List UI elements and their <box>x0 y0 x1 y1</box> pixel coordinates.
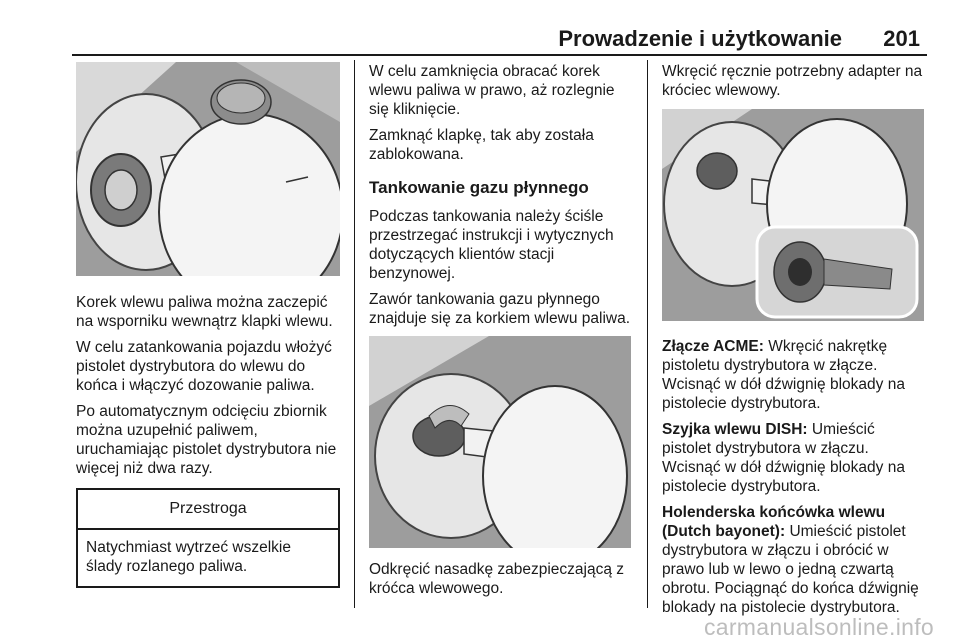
acme-label: Złącze ACME: <box>662 338 764 355</box>
adapter-illustration <box>662 109 924 321</box>
column-1 <box>76 62 340 588</box>
paragraph: Podczas tankowania należy ściśle przestrzegać instrukcji i wytycznych dotyczących klientów stacji benzynowej. <box>369 208 614 282</box>
warning-title: Przestroga <box>78 490 338 530</box>
header-rule <box>72 54 927 56</box>
fuel-cap-photo <box>76 62 340 276</box>
paragraph: Zawór tankowania gazu płynnego znajduje się za korkiem wlewu paliwa. <box>369 291 631 327</box>
watermark: carmanualsonline.info <box>703 614 934 640</box>
paragraph-dutch <box>662 503 928 617</box>
column-3 <box>662 62 928 624</box>
adapter-photo <box>662 109 924 321</box>
paragraph: Wkręcić ręcznie potrzebny adapter na króciec wlewowy. <box>662 63 923 99</box>
column-divider-2 <box>647 60 648 608</box>
fuel-cap-illustration <box>76 62 340 276</box>
page-header <box>0 0 960 58</box>
paragraph: Odkręcić nasadkę zabezpieczającą z króćca wlewowego. <box>369 561 625 597</box>
dish-text: Umieścić pistolet dystrybutora w złączu. Wcisnąć w dół dźwignię blokady na pistolecie dystrybutora. <box>662 421 905 495</box>
paragraph: Korek wlewu paliwa można zaczepić na wsporniku wewnątrz klapki wlewu. <box>76 294 333 330</box>
page-number: 201 <box>883 26 920 51</box>
paragraph-acme <box>662 337 928 413</box>
warning-text: Natychmiast wytrzeć wszelkie ślady rozlanego paliwa. <box>86 539 291 575</box>
dutch-label: Holenderska końcówka wlewu (Dutch bayonet): <box>662 504 886 540</box>
paragraph: W celu zatankowania pojazdu włożyć pistolet dystrybutora do wlewu do końca i włączyć dozowanie paliwa. <box>76 339 332 394</box>
paragraph: Zamknąć klapkę, tak aby została zablokowana. <box>369 127 594 163</box>
paragraph: W celu zamknięcia obracać korek wlewu paliwa w prawo, aż rozlegnie się kliknięcie. <box>369 63 615 118</box>
column-2 <box>369 62 634 605</box>
column-divider-1 <box>354 60 355 608</box>
acme-text: Wkręcić nakrętkę pistoletu dystrybutora w złącze. Wcisnąć w dół dźwignię blokady na pistolecie dystrybutora. <box>662 338 905 412</box>
dutch-text: Umieścić pistolet dystrybutora w złączu i obrócić w prawo lub w lewo o jedną czwartą obrotu. Pociągnąć do końca dźwignię blokady na pistolecie dystrybutora. <box>662 523 919 616</box>
warning-box <box>76 488 340 588</box>
lpg-valve-illustration <box>369 336 631 548</box>
header-title: Prowadzenie i użytkowanie <box>558 26 842 51</box>
paragraph: Po automatycznym odcięciu zbiornik można uzupełnić paliwem, uruchamiając pistolet dystrybutora nie więcej niż dwa razy. <box>76 403 337 477</box>
dish-label: Szyjka wlewu DISH: <box>662 421 808 438</box>
lpg-valve-photo <box>369 336 631 548</box>
section-heading: Tankowanie gazu płynnego <box>369 178 589 197</box>
paragraph-dish <box>662 420 928 496</box>
